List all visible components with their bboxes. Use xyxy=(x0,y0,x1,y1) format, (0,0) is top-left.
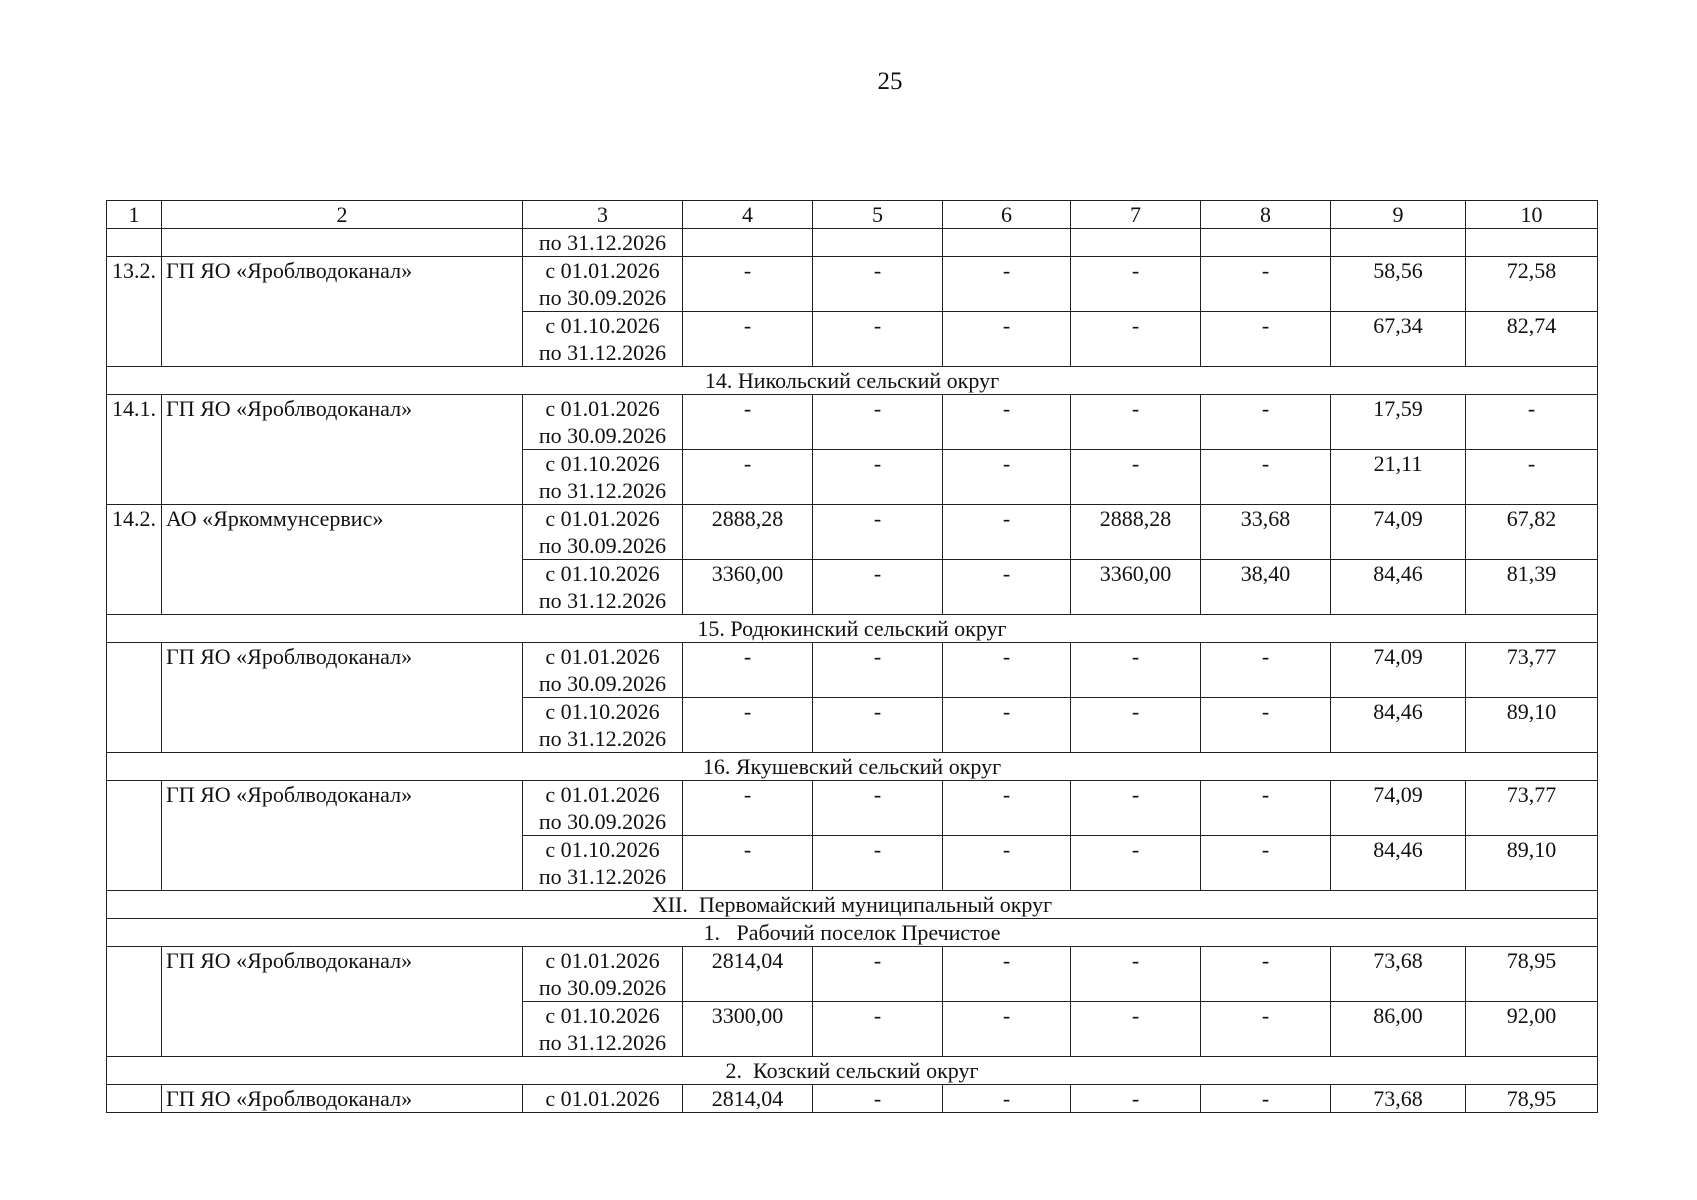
period-cell xyxy=(523,505,683,560)
tariff-table xyxy=(106,200,1598,1113)
value-cell-5: - xyxy=(813,450,943,505)
value-cell-7: - xyxy=(1071,836,1201,891)
value-cell-9: 17,59 xyxy=(1331,395,1466,450)
value-cell-7: - xyxy=(1071,1002,1201,1057)
value-cell-6: - xyxy=(943,450,1071,505)
value-cell-5: - xyxy=(813,643,943,698)
column-header: 6 xyxy=(943,201,1071,229)
section-title: 1. Рабочий поселок Пречистое xyxy=(107,919,1598,947)
section-row xyxy=(107,753,1598,781)
column-header: 1 xyxy=(107,201,162,229)
value-cell-8: 33,68 xyxy=(1201,505,1331,560)
row-number: 13.2. xyxy=(107,257,162,367)
column-header: 5 xyxy=(813,201,943,229)
value-cell-6: - xyxy=(943,1085,1071,1113)
column-header: 10 xyxy=(1466,201,1598,229)
period-cell xyxy=(523,781,683,836)
period-end: по 30.09.2026 xyxy=(538,423,667,448)
value-cell-5: - xyxy=(813,698,943,753)
period-start: с 01.01.2026 xyxy=(545,258,660,283)
value-cell-10: 72,58 xyxy=(1466,257,1598,312)
period-cell xyxy=(523,698,683,753)
page-number: 25 xyxy=(877,68,903,95)
value-cell-9: 58,56 xyxy=(1331,257,1466,312)
period-start: с 01.10.2026 xyxy=(545,837,660,862)
value-cell-6: - xyxy=(943,698,1071,753)
value-cell-6: - xyxy=(943,781,1071,836)
value-cell-7: 2888,28 xyxy=(1071,505,1201,560)
value-cell-8: - xyxy=(1201,450,1331,505)
value-cell-4: - xyxy=(683,781,813,836)
value-cell-5: - xyxy=(813,836,943,891)
value-cell-10: 73,77 xyxy=(1466,781,1598,836)
value-cell-7: - xyxy=(1071,947,1201,1002)
value-cell-10: 89,10 xyxy=(1466,836,1598,891)
value-cell-5: - xyxy=(813,1085,943,1113)
period-cell: по 31.12.2026 xyxy=(523,229,683,257)
value-cell-8: - xyxy=(1201,947,1331,1002)
period-start: с 01.10.2026 xyxy=(545,313,660,338)
value-cell-5: - xyxy=(813,947,943,1002)
value-cell-9: 86,00 xyxy=(1331,1002,1466,1057)
value-cell-8: - xyxy=(1201,836,1331,891)
period-start: с 01.01.2026 xyxy=(545,948,660,973)
value-cell-6: - xyxy=(943,836,1071,891)
section-row xyxy=(107,1057,1598,1085)
value-cell-9: 84,46 xyxy=(1331,560,1466,615)
period-end: по 31.12.2026 xyxy=(538,478,667,503)
value-cell-4: - xyxy=(683,643,813,698)
value-cell-7: - xyxy=(1071,643,1201,698)
section-title: 16. Якушевский сельский округ xyxy=(107,753,1598,781)
table-row xyxy=(107,947,1598,1002)
organization-name: ГП ЯО «Яроблводоканал» xyxy=(162,395,523,505)
value-cell-4: 3300,00 xyxy=(683,1002,813,1057)
period-start: с 01.10.2026 xyxy=(545,561,660,586)
value-cell-5: - xyxy=(813,505,943,560)
period-end: по 31.12.2026 xyxy=(538,340,667,365)
table-row xyxy=(107,781,1598,836)
row-number xyxy=(107,781,162,891)
period-start: с 01.01.2026 xyxy=(545,782,660,807)
period-start: с 01.10.2026 xyxy=(545,1003,660,1028)
value-cell-9: 73,68 xyxy=(1331,1085,1466,1113)
value-cell-7: - xyxy=(1071,1085,1201,1113)
value-cell-10: 92,00 xyxy=(1466,1002,1598,1057)
section-row xyxy=(107,367,1598,395)
period-end: по 30.09.2026 xyxy=(538,533,667,558)
row-number xyxy=(107,1085,162,1113)
period-cell xyxy=(523,257,683,312)
section-row xyxy=(107,891,1598,919)
continuation-row xyxy=(107,229,1598,257)
value-cell-8: - xyxy=(1201,781,1331,836)
value-cell-7: - xyxy=(1071,395,1201,450)
period-cell xyxy=(523,1002,683,1057)
value-cell-4: 3360,00 xyxy=(683,560,813,615)
period-end: по 31.12.2026 xyxy=(538,864,667,889)
value-cell-4: - xyxy=(683,450,813,505)
value-cell-8: 38,40 xyxy=(1201,560,1331,615)
period-cell xyxy=(523,560,683,615)
value-cell-6: - xyxy=(943,312,1071,367)
period-cell xyxy=(523,450,683,505)
row-number xyxy=(107,947,162,1057)
value-cell-8: - xyxy=(1201,1002,1331,1057)
row-number: 14.2. xyxy=(107,505,162,615)
value-cell-9: 84,46 xyxy=(1331,836,1466,891)
value-cell-9: 21,11 xyxy=(1331,450,1466,505)
value-cell-4: - xyxy=(683,836,813,891)
table-row xyxy=(107,395,1598,450)
section-title: 2. Козский сельский округ xyxy=(107,1057,1598,1085)
value-cell-9: 74,09 xyxy=(1331,643,1466,698)
value-cell-10: 81,39 xyxy=(1466,560,1598,615)
column-header: 3 xyxy=(523,201,683,229)
value-cell-8: - xyxy=(1201,257,1331,312)
value-cell-4: - xyxy=(683,312,813,367)
period-end: по 30.09.2026 xyxy=(538,671,667,696)
value-cell-6: - xyxy=(943,643,1071,698)
column-header: 9 xyxy=(1331,201,1466,229)
value-cell-9: 67,34 xyxy=(1331,312,1466,367)
value-cell-5: - xyxy=(813,781,943,836)
value-cell-8: - xyxy=(1201,312,1331,367)
value-cell-10: 89,10 xyxy=(1466,698,1598,753)
value-cell-10: 82,74 xyxy=(1466,312,1598,367)
organization-name: АО «Яркоммунсервис» xyxy=(162,505,523,615)
value-cell-9: 84,46 xyxy=(1331,698,1466,753)
value-cell-4: - xyxy=(683,257,813,312)
value-cell-8: - xyxy=(1201,698,1331,753)
column-header: 4 xyxy=(683,201,813,229)
value-cell-5: - xyxy=(813,560,943,615)
value-cell-10: 78,95 xyxy=(1466,1085,1598,1113)
section-title: 14. Никольский сельский округ xyxy=(107,367,1598,395)
period-end: по 30.09.2026 xyxy=(538,285,667,310)
period-start: с 01.01.2026 xyxy=(545,506,660,531)
value-cell-6: - xyxy=(943,560,1071,615)
period-start: с 01.10.2026 xyxy=(545,451,660,476)
value-cell-10: - xyxy=(1466,395,1598,450)
table-row xyxy=(107,505,1598,560)
organization-name: ГП ЯО «Яроблводоканал» xyxy=(162,1085,523,1113)
value-cell-7: - xyxy=(1071,312,1201,367)
value-cell-7: - xyxy=(1071,781,1201,836)
organization-name: ГП ЯО «Яроблводоканал» xyxy=(162,947,523,1057)
value-cell-10: 78,95 xyxy=(1466,947,1598,1002)
value-cell-7: - xyxy=(1071,698,1201,753)
period-start: с 01.10.2026 xyxy=(545,699,660,724)
period-end: по 31.12.2026 xyxy=(538,1030,667,1055)
value-cell-10: 67,82 xyxy=(1466,505,1598,560)
header-row xyxy=(107,201,1598,229)
value-cell-4: 2814,04 xyxy=(683,947,813,1002)
period-start: с 01.01.2026 xyxy=(545,1086,660,1111)
value-cell-6: - xyxy=(943,1002,1071,1057)
period-end: по 30.09.2026 xyxy=(538,809,667,834)
row-number xyxy=(107,643,162,753)
organization-name: ГП ЯО «Яроблводоканал» xyxy=(162,257,523,367)
organization-name: ГП ЯО «Яроблводоканал» xyxy=(162,643,523,753)
value-cell-9: 74,09 xyxy=(1331,781,1466,836)
value-cell-6: - xyxy=(943,947,1071,1002)
value-cell-9: 73,68 xyxy=(1331,947,1466,1002)
table-row xyxy=(107,1085,1598,1113)
table-row xyxy=(107,257,1598,312)
period-start: с 01.01.2026 xyxy=(545,644,660,669)
section-row xyxy=(107,919,1598,947)
period-cell xyxy=(523,643,683,698)
column-header: 8 xyxy=(1201,201,1331,229)
value-cell-4: 2888,28 xyxy=(683,505,813,560)
value-cell-9: 74,09 xyxy=(1331,505,1466,560)
period-cell xyxy=(523,836,683,891)
value-cell-5: - xyxy=(813,1002,943,1057)
period-cell xyxy=(523,395,683,450)
period-cell xyxy=(523,1085,683,1113)
value-cell-6: - xyxy=(943,395,1071,450)
value-cell-7: - xyxy=(1071,450,1201,505)
period-cell xyxy=(523,947,683,1002)
value-cell-8: - xyxy=(1201,395,1331,450)
value-cell-4: - xyxy=(683,395,813,450)
value-cell-8: - xyxy=(1201,1085,1331,1113)
value-cell-5: - xyxy=(813,395,943,450)
value-cell-10: 73,77 xyxy=(1466,643,1598,698)
period-end: по 31.12.2026 xyxy=(538,588,667,613)
value-cell-7: - xyxy=(1071,257,1201,312)
column-header: 7 xyxy=(1071,201,1201,229)
column-header: 2 xyxy=(162,201,523,229)
value-cell-4: - xyxy=(683,698,813,753)
value-cell-7: 3360,00 xyxy=(1071,560,1201,615)
table-row xyxy=(107,643,1598,698)
organization-name: ГП ЯО «Яроблводоканал» xyxy=(162,781,523,891)
period-end: по 31.12.2026 xyxy=(538,726,667,751)
value-cell-4: 2814,04 xyxy=(683,1085,813,1113)
value-cell-8: - xyxy=(1201,643,1331,698)
period-start: с 01.01.2026 xyxy=(545,396,660,421)
section-title: 15. Родюкинский сельский округ xyxy=(107,615,1598,643)
value-cell-5: - xyxy=(813,257,943,312)
period-end: по 30.09.2026 xyxy=(538,975,667,1000)
value-cell-5: - xyxy=(813,312,943,367)
section-row xyxy=(107,615,1598,643)
value-cell-6: - xyxy=(943,257,1071,312)
section-title: XII. Первомайский муниципальный округ xyxy=(107,891,1598,919)
row-number: 14.1. xyxy=(107,395,162,505)
value-cell-6: - xyxy=(943,505,1071,560)
period-cell xyxy=(523,312,683,367)
value-cell-10: - xyxy=(1466,450,1598,505)
